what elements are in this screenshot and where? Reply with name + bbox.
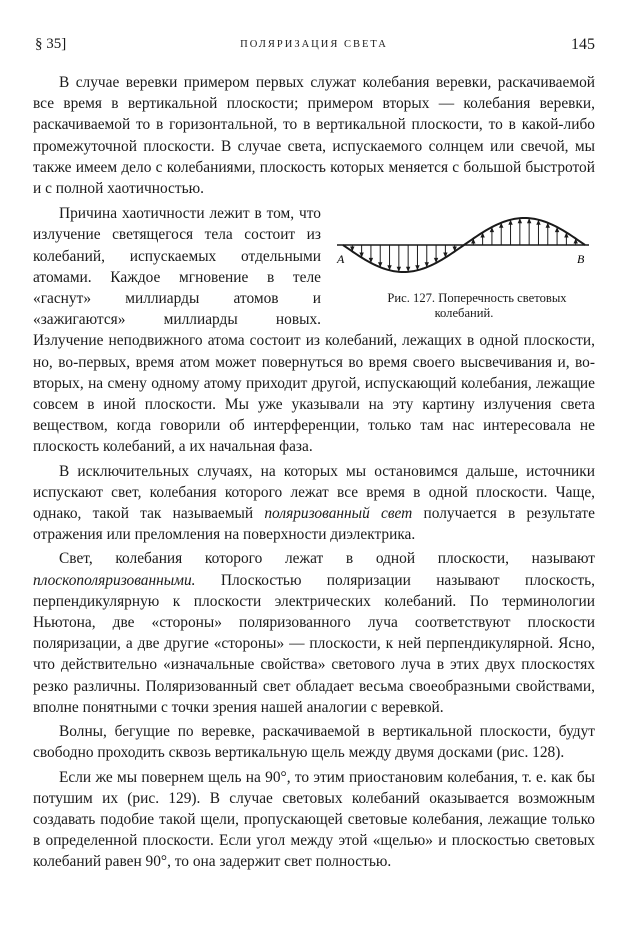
running-title: ПОЛЯРИЗАЦИЯ СВЕТА: [240, 39, 388, 50]
paragraph-4-text: Свет, колебания которого лежат в одной плоскости, называют: [59, 550, 595, 568]
term-plane-polarized: плоскополяризованными.: [33, 571, 196, 589]
paragraph-4: [33, 548, 595, 718]
paragraph-6: Если же мы повернем щель на 90°, то этим приостановим колебания, т. е. как бы потушим их (рис. 129). В случае световых колебаний оказывается возможным создавать подобие такой щели, пропускающей световые колебания, лежащие только в определенной плоскости. Если угол между этой «щелью» и плоскостью световых колебаний равен 90°, то она задержит свет полностью.: [33, 768, 595, 871]
book-page: [33, 36, 595, 873]
transverse-wave-diagram: [333, 209, 595, 285]
page-header: [33, 36, 595, 60]
paragraph-2: [33, 203, 595, 457]
term-polarized-light: поляризованный свет: [264, 505, 413, 523]
paragraph-4-tail: Плоскостью поляризации называют плоскость, перпендикулярную к плоскости электрических колебаний. По терминологии Ньютона, две «стороны» поляризованного луча соответствуют плоскости поляризации, а две другие «стороны» — плоскости, к ней перпендикулярной. Ясно, что действительно «изначальные свойства» светового луча в этих двух плоскостях резко различны. Поляризованный свет обладает весьма своеобразными свойствами, вполне понятными с точки зрения нашей аналогии с веревкой.: [33, 571, 595, 716]
section-number: § 35]: [35, 36, 67, 52]
paragraph-3-text: В исключительных случаях, на которых мы остановимся дальше, источники испускают свет, колебания которого лежат все время в одной плоскости. Чаще, однако, такой так называемый: [33, 462, 595, 523]
paragraph-5: Волны, бегущие по веревке, раскачиваемой в вертикальной плоскости, будут свободно проходить сквозь вертикальную щель между двумя досками (рис. 128).: [33, 723, 595, 762]
paragraph-3: [33, 461, 595, 546]
point-a-label: A: [337, 252, 345, 267]
paragraph-3-tail: получается в результате отражения или преломления на поверхности диэлектрика.: [33, 505, 595, 544]
point-b-label: B: [577, 252, 585, 267]
figure-caption: Рис. 127. Поперечность световых колебаний.: [387, 291, 567, 321]
page-number: 145: [571, 36, 595, 53]
paragraph-2-text: Причина хаотичности лежит в том, что излучение светящегося тела состоит из колебаний, испускаемых отдельными атомами. Каждое мгновение в теле «гаснут» миллиарды атомов и «зажигаются» миллиарды новых. Излучение неподвижного атома состоит из колебаний, лежащих в одной плоскости, но, во-первых, время атом может повернуться во время своего высвечивания и, во-вторых, на смену одному атому приходит другой, испускающий колебания, лежащие совсем в иной плоскости. Мы уже указывали на эту картину излучения света веществом, когда говорили об интерференции, только там нас интересовала не плоскость колебаний, а их начальная фаза.: [33, 205, 595, 456]
figure-127: [333, 209, 595, 321]
paragraph-1: В случае веревки примером первых служат колебания веревки, раскачиваемой все время в вертикальной плоскости; примером вторых — колебания веревки, раскачиваемой то в горизонтальной, то в вертикальной плоскости, то в какой-либо промежуточной плоскости. В случае света, испускаемого солнцем или свечой, мы также имеем дело с колебаниями, плоскость которых меняется с большой быстротой и с полной хаотичностью.: [33, 74, 595, 198]
